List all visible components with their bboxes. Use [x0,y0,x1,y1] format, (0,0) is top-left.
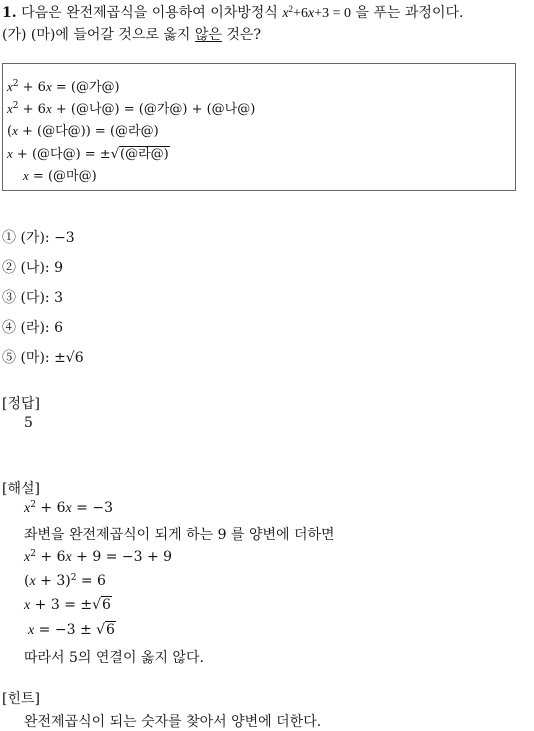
question-text: 다음은 완전제곱식을 이용하여 이차방정식 [21,5,278,21]
question-text-2: (가) (마)에 들어갈 것으로 옳지 [2,27,191,43]
explanation-line-7: 따라서 5의 연결이 옳지 않다. [24,650,204,666]
question-equation: $x^2+6x+3 = 0$ [282,4,351,21]
hint-text: 완전제곱식이 되는 숫자를 찾아서 양변에 더한다. [24,714,322,730]
choice-value: ±√6 [54,350,84,366]
question-number: 1. [2,5,17,21]
process-box [2,63,516,191]
box-line-3: (x + (@다@)) = (@라@) [7,123,159,139]
choice-value: 9 [54,260,63,276]
choice-label: (가): [20,230,50,246]
choice-4[interactable] [2,317,63,337]
box-line-1: $x^2 + 6x$ = (@가@) [7,79,120,95]
question-text-end: 을 푸는 과정이다. [355,5,464,21]
question-line-1 [2,2,463,22]
answer-heading: [정답] [2,396,40,412]
question-text-2-end: 것은? [226,27,261,43]
explanation-line-6: x = −3 ± √6 [28,622,115,638]
box-line-4: x + (@다@) = ±√(@라@) [7,146,169,162]
question-line-2 [2,24,261,44]
choice-2[interactable] [2,257,63,277]
explanation-line-1: $x^2 + 6x = -3$ [24,500,113,516]
choice-1[interactable] [2,227,75,247]
choice-marker: ① [2,230,16,246]
choice-marker: ③ [2,290,16,306]
choice-marker: ⑤ [2,350,16,366]
choice-label: (라): [20,320,50,336]
choice-label: (다): [20,290,50,306]
choice-label: (마): [20,350,50,366]
choice-value: 3 [54,290,63,306]
explanation-line-3: $x^2 + 6x + 9 = -3 + 9$ [24,549,173,565]
choice-5[interactable] [2,347,84,367]
choice-label: (나): [20,260,50,276]
explanation-line-4: $(x + 3)^2 = 6$ [24,573,106,589]
explanation-heading: [해설] [2,481,40,497]
choice-value: −3 [54,230,75,246]
underlined-word: 않은 [194,27,222,43]
choice-marker: ② [2,260,16,276]
box-line-2: $x^2 + 6x$ + (@나@) = (@가@) + (@나@) [7,101,256,117]
explanation-line-2: 좌변을 완전제곱식이 되게 하는 9 를 양변에 더하면 [24,527,335,543]
choice-3[interactable] [2,287,63,307]
answer-value: 5 [24,415,33,431]
choice-marker: ④ [2,320,16,336]
explanation-line-5: x + 3 = ±√6 [24,597,111,613]
hint-heading: [힌트] [2,691,40,707]
box-line-5: x = (@마@) [23,168,97,184]
choice-value: 6 [54,320,63,336]
